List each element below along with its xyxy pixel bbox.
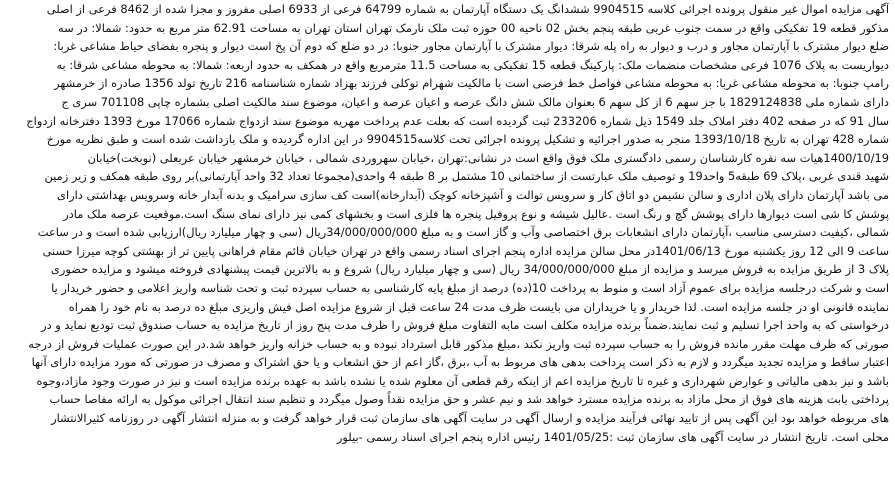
notice-line-17: نماینده قانونی او در جلسه مزایده است. لذا خریدار و یا خریداران می بایست ظرف مدت 24 ساعت قبل از شروع مزایده اصل فیش واریزی مبلغ ده درصد به نام خود را همراه bbox=[68, 299, 889, 314]
notice-line-3: ضلع دیوار مشترک با آپارتمان مجاور و درب و دیوار به راه پله شرقا: دیوار مشترک با آپارتمان مجاور جنوبا: در دو ضلع که دوم آن پخ است دیوار و پنجره بفضای حیاط مشاعی غربا: bbox=[53, 39, 889, 54]
notice-line-12: پوشش کا شی است دیوارها دارای پوشش گچ و رنگ است .عالیل شیشه و نوع پروفیل پنجره ها فلزی است و بخشهای کمی نیز دارای نمای سنگ است.موقعیت عرصه ملک مادر bbox=[63, 206, 889, 221]
notice-line-9: 1400/10/19هیات سه نفره کارشناسان رسمی دادگستری ملک فوق واقع است در نشانی:تهران ،خیابان سهروردی شمالی ، خیابان خرمشهر خیابان عربعلی (نوبخت)خیابان bbox=[87, 150, 889, 165]
notice-line-10: شهید قندی غربی ،پلاک 69 طبقه5 واحد19 و توصیف ملک عبارتست از ساختمانی 10 مشتمل بر 8 طبقه 4 واحدی(مجموعا تعداد 32 واحد آپارتمانی)بر روی طبقه همکف و زیر زمین bbox=[44, 169, 889, 184]
notice-line-14: ساعت 9 الی 12 روز یکشنبه مورخ 1401/06/13در محل سالن مزایده اداره پنجم اجرای اسناد رسمی واقع در تهران خیابان قائم مقام فراهانی پایین تر از بهشتی کوچه میرزا حسنی bbox=[42, 243, 889, 258]
notice-line-24: محلی است. تاریخ انتشار در سایت آگهی های سازمان ثبت :1401/05/25 رئیس اداره پنجم اجرای اسناد رسمی -بیلور bbox=[336, 429, 889, 444]
notice-line-1: آگهی مزایده اموال غیر منقول پرونده اجرائی کلاسه 9904515 ششدانگ یک دستگاه آپارتمان به شماره 64799 فرعی از 6933 اصلی مفروز و مجزا شده از 8462 فرعی از اصلی bbox=[46, 2, 889, 16]
notice-line-23: های مربوطه خواهد بود این آگهی پس از تایید نهائی فرآیند مزایده و ارسال آگهی در سایت آگهی های سازمان ثبت قرار خواهد گرفت و به منزله انتشار آگهی در روزنامه کثیرالانتشار bbox=[51, 411, 889, 426]
notice-line-22: پرداختی بابت هزینه های فوق از محل مازاد به برنده مزایده مسترد خواهد شد و نیم عشر و حق مزایده نقداً وصول میگردد و تنظیم سند انتقال اجرائی موکول به ارائه مفاصا حساب bbox=[49, 392, 889, 407]
notice-line-8: شماره 428 تهران به تاریخ 1393/10/18 منجر به صدور اجرائیه و تشکیل پرونده اجرائی تحت کلاسه9904515 در این اداره گردیده و ملک بازداشت شده است و طبق نظریه مورخ bbox=[46, 132, 889, 147]
notice-line-16: است و شرکت درجلسه مزایده برای عموم آزاد است و منوط به پرداخت 10(ده) درصد از مبلغ پایه کارشناسی به حساب سپرده ثبت و تحت شناسه واریز اعلامی و حضور خریدار یا bbox=[51, 280, 889, 295]
notice-line-11: می باشد آپارتمان دارای پلان اداری و سالن نشیمن دو اتاق کار و سرویس توالت و آشپزخانه کوچک (آبدارخانه)است کف سازی سرامیک و بدنه آبدار خانه وسرویس بهداشتی دارای bbox=[57, 187, 889, 202]
notice-line-6: دارای شماره ملی 1829124838 با جز سهم 6 از کل سهم 6 بعنوان مالک شش دانگ عرصه و اعیان عرصه و اعیان، موضوع سند مالکیت اصلی بشماره چاپی 701108 سری ج bbox=[61, 94, 889, 109]
notice-line-15: پلاک 3 از طریق مزایده به فروش میرسد و مزایده از مبلغ 34/000/000/000 ریال (سی و چهار میلیارد ریال) شروع و به بالاترین قیمت پیشنهادی فروخته میشود و مزایده حضوری bbox=[50, 262, 889, 277]
notice-line-4: دیواریست به پلاک 1076 فرعی مشخصات منضمات ملک: پارکینگ قطعه 15 تفکیکی به مساحت 11.5 مترمربع واقع در همکف به حدود اربعه: شمالا: به محوطه مشاعی شرقا: به bbox=[56, 57, 889, 72]
notice-line-21: باشد و نیز بدهی مالیاتی و عوارض شهرداری و غیره تا تاریخ مزایده اعم از اینکه رقم قطعی آن معلوم شده یا نشده باشد به عهده برنده مزایده است و نیز در صورت وجود مازاد،وجوه bbox=[36, 373, 889, 388]
notice-line-19: صورتی که ظرف مهلت مقرر مانده فروش را به حساب سپرده ثبت واریز نکند ،مبلغ مذکور قابل استرداد نبوده و به حساب خزانه واریز خواهد شد.در این صورت عملیات فروش از درجه bbox=[28, 336, 889, 351]
notice-line-2: مذکور قطعه 19 تفکیکی واقع در سمت جنوب غربی طبقه پنجم بخش 02 ناحیه 00 حوزه ثبت ملک نارمک تهران استان تهران به مساحت 62.91 متر مربع به حدود: شمالا: در سه bbox=[57, 20, 889, 35]
notice-line-7: سال 91 که در صفحه 402 دفتر املاک جلد 1549 ذیل شماره 233206 ثبت گردیده است که بعلت عدم پرداخت مهریه موضوع سند ازدواج شماره 17066 مورخ 1393 دفترخانه ازدواج bbox=[26, 113, 889, 128]
notice-line-18: درخواستی که به واحد اجرا تسلیم و ثبت نمایند.ضمناً برنده مزایده مکلف است مابه التفاوت مبلغ فروش را ظرف مدت پنج روز از تاریخ مزایده به حساب صندوق ثبت تودیع نماید و در bbox=[41, 318, 889, 333]
notice-line-13: شمالی ،کیفیت دسترسی مناسب ،آپارتمان دارای انشعابات برق اختصاصی وآب و گاز است و به مبلغ 34/000/000/000ریال (سی و چهار میلیارد ریال)ارزیابی شده است و در ساعت bbox=[37, 225, 889, 240]
notice-line-5: رامپ جنوبا: به محوطه مشاعی غربا: به محوطه مشاعی فواصل خط فرضی است با مالکیت شهرام توکلی فرزند بهزاد شماره شناسنامه 216 تاریخ تولد 1356 صادره از خرمشهر bbox=[54, 76, 889, 91]
notice-line-20: اعتبار ساقط و مزایده تجدید میگردد و لازم به ذکر است پرداخت بدهی های مربوط به آب ،برق ،گاز اعم از حق انشعاب و یا حق اشتراک و مصرف در صورتی که مورد مزایده دارای آنها bbox=[31, 355, 889, 370]
